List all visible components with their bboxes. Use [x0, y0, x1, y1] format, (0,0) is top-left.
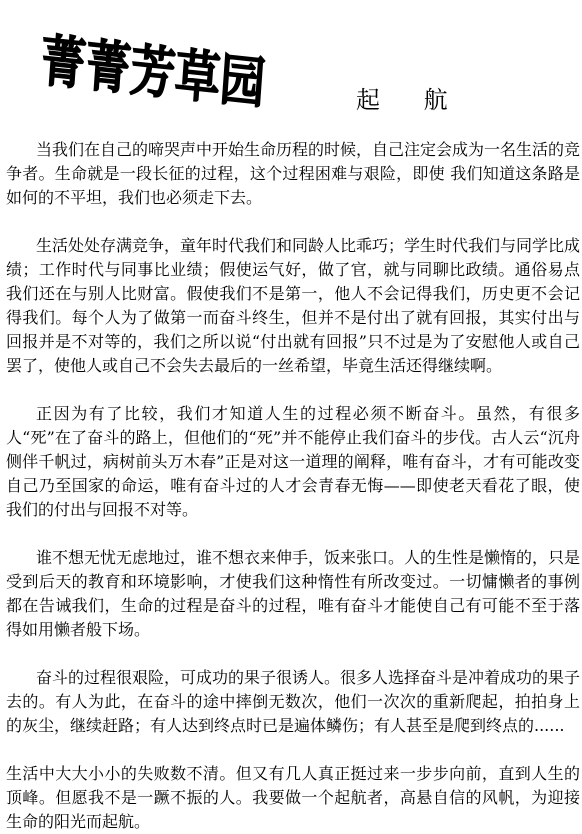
wordart-title-text: 菁菁芳草园 — [38, 28, 323, 123]
paragraph-3: 正因为有了比较，我们才知道人生的过程必须不断奋斗。虽然，有很多人“死”在了奋斗的路上，但他们的“死”并不能停止我们奋斗的步伐。古人云“沉舟侧伴千帆过，病树前头万木春”正是对这一道理的阐释，唯有奋斗，才有可能改变自己乃至国家的命运，唯有奋斗过的人才会青春无悔——即使老天看花了眼，使我们的付出与回报不对等。 — [6, 404, 580, 519]
article-title: 起 航 — [356, 86, 466, 114]
paragraph-1: 当我们在自己的啼哭声中开始生命历程的时候，自己注定会成为一名生活的竞争者。生命就是一段长征的过程，这个过程困难与艰险，即使 我们知道这条路是如何的不平坦，我们也必须走下去。 — [6, 140, 581, 207]
wordart-header — [38, 8, 323, 123]
paragraph-6: 生活中大大小小的失败数不清。但又有几人真正挺过来一步步向前，直到人生的顶峰。但愿我不是一蹶不振的人。我要做一个起航者，高悬自信的风帆，为迎接生命的阳光而起航。 — [6, 764, 580, 831]
paragraph-5: 奋斗的过程很艰险，可成功的果子很诱人。很多人选择奋斗是冲着成功的果子去的。有人为此，在奋斗的途中摔倒无数次，他们一次次的重新爬起，拍拍身上的灰尘，继续赶路；有人达到终点时已是遍体鳞伤；有人甚至是爬到终点的...... — [6, 668, 581, 735]
paragraph-4: 谁不想无忧无虑地过，谁不想衣来伸手，饭来张口。人的生性是懒惰的，只是受到后天的教育和环境影响，才使我们这种惰性有所改变过。一切慵懒者的事例都在告诫我们，生命的过程是奋斗的过程，唯有奋斗才能使自己有可能不至于落得如用懒者般下场。 — [6, 548, 581, 639]
wordart-graphic — [38, 8, 323, 123]
paragraph-2: 生活处处存满竞争，童年时代我们和同龄人比乖巧；学生时代我们与同学比成绩；工作时代与同事比业绩；假使运气好，做了官，就与同聊比政绩。通俗易点我们还在与别人比财富。假使我们不是第一，他人不会记得我们，历史更不会记得我们。每个人为了做第一而奋斗终生，但并不是付出了就有回报，其实付出与回报并是不对等的，我们之所以说“付出就有回报”只不过是为了安慰他人或自己罢了，使他人或自己不会失去最后的一丝希望，毕竟生活还得继续啊。 — [6, 236, 581, 375]
article-body — [6, 138, 580, 834]
